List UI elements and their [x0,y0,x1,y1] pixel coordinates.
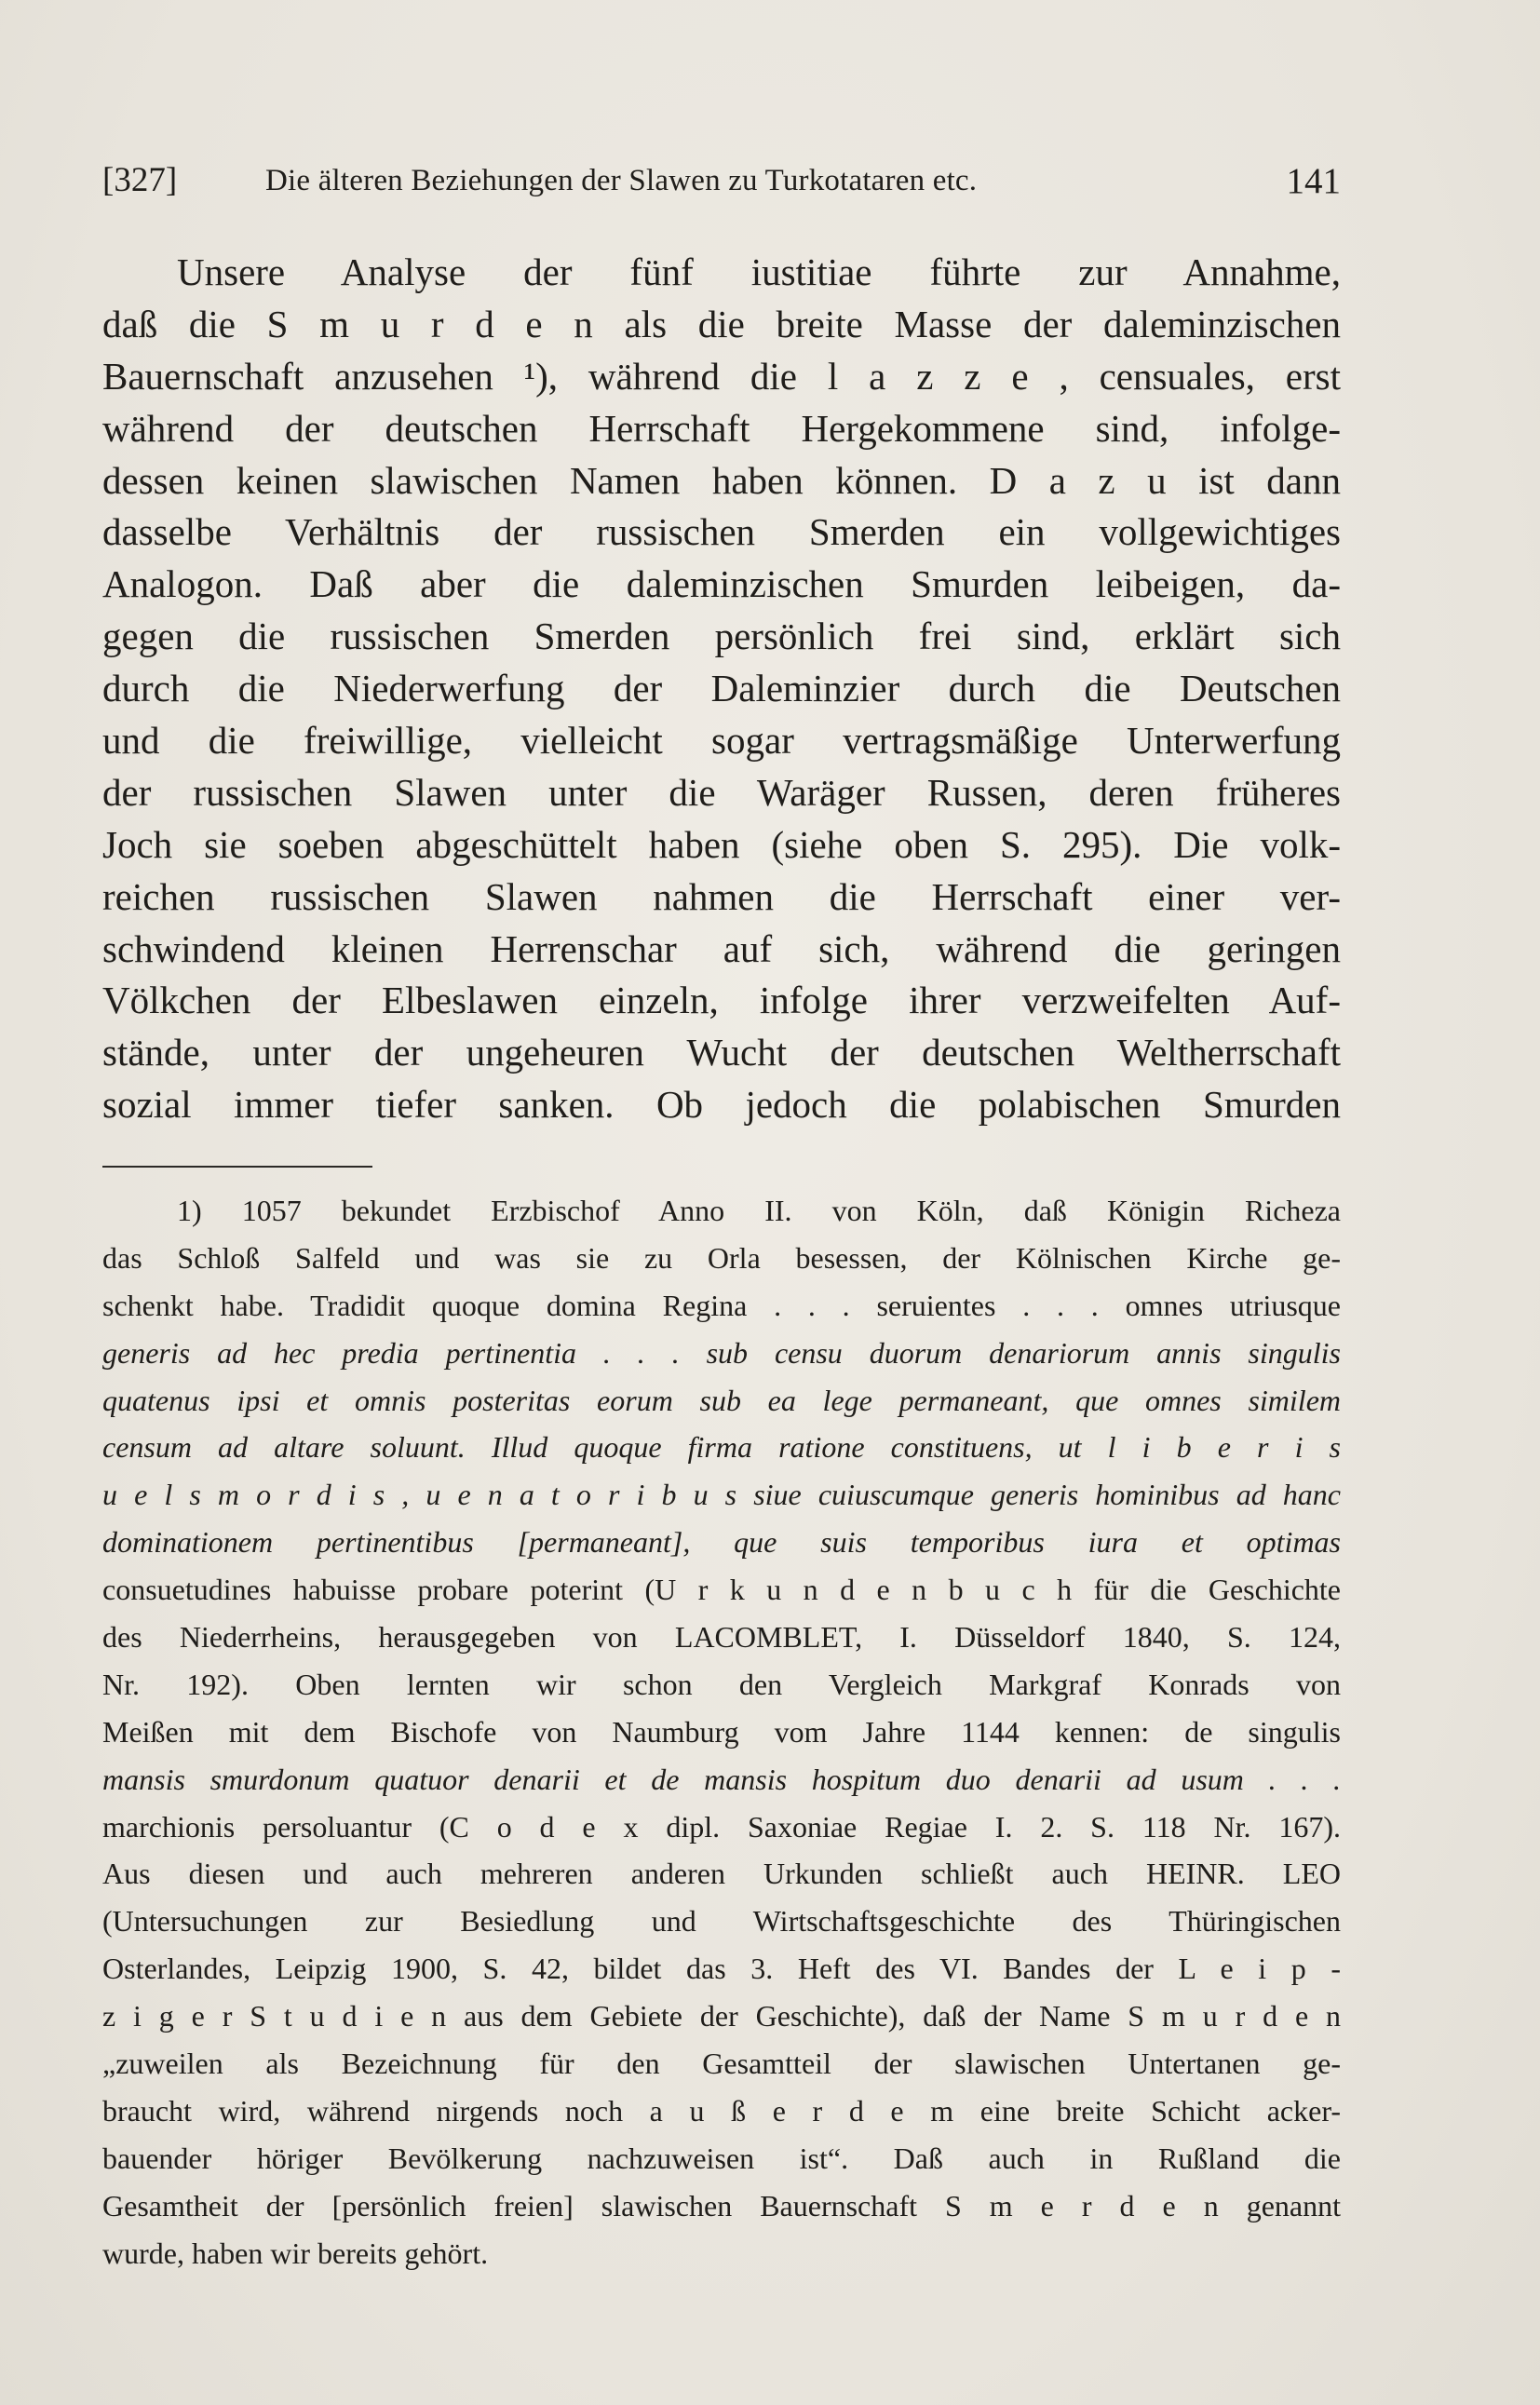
running-title: Die älteren Beziehungen der Slawen zu Turkotataren etc. [265,164,978,197]
footnote-line: braucht wird, während nirgends noch a u ß e r d e m eine breite Schicht acker- [102,2093,1341,2128]
footnote-line: Aus diesen und auch mehreren anderen Urkunden schließt auch HEINR. LEO [102,1857,1341,1891]
body-line: schwindend kleinen Herrenschar auf sich, während die geringen [102,926,1341,970]
body-line: Völkchen der Elbeslawen einzeln, infolge ihrer verzweifelten Auf- [102,979,1341,1022]
main-paragraph [102,247,1341,1131]
footnote-line: wurde, haben wir bereits gehört. [102,2236,489,2270]
footnote-divider [102,1166,372,1168]
body-line: dasselbe Verhältnis der russischen Smerden ein vollgewichtiges [102,510,1341,554]
footnote-line: marchionis persoluantur (C o d e x dipl. Saxoniae Regiae I. 2. S. 118 Nr. 167). [102,1809,1341,1844]
footnote-line: des Niederrheins, herausgegeben von LACOMBLET, I. Düsseldorf 1840, S. 124, [102,1620,1341,1655]
footnote-line: (Untersuchungen zur Besiedlung und Wirtschaftsgeschichte des Thüringischen [102,1904,1341,1939]
body-line: und die freiwillige, vielleicht sogar vertragsmäßige Unterwerfung [102,719,1341,763]
footnote-line: 1) 1057 bekundet Erzbischof Anno II. von Köln, daß Königin Richeza [177,1194,1341,1227]
footnote-line: censum ad altare soluunt. Illud quoque firma ratione constituens, ut l i b e r i s [102,1430,1341,1465]
footnote-line: u e l s m o r d i s , u e n a t o r i b u s siue cuiuscumque generis hominibus ad hanc [102,1478,1341,1512]
footnote-line: dominationem pertinentibus [permaneant], que suis temporibus iura et optimas [102,1525,1341,1560]
body-line: sozial immer tiefer sanken. Ob jedoch die polabischen Smurden [102,1083,1341,1127]
footnote-line: Osterlandes, Leipzig 1900, S. 42, bildet das 3. Heft des VI. Bandes der L e i p - [102,1952,1341,1986]
body-line: der russischen Slawen unter die Waräger Russen, deren früheres [102,770,1341,814]
footnote [102,1187,1341,2277]
footnote-line: generis ad hec predia pertinentia . . . sub censu duorum denariorum annis singulis [102,1335,1341,1370]
footnote-line: das Schloß Salfeld und was sie zu Orla besessen, der Kölnischen Kirche ge- [102,1240,1341,1275]
body-line: Analogon. Daß aber die daleminzischen Smurden leibeigen, da- [102,562,1341,606]
body-line: daß die S m u r d e n als die breite Masse der daleminzischen [102,302,1341,345]
body-line: dessen keinen slawischen Namen haben können. D a z u ist dann [102,458,1341,502]
footnote-line: z i g e r S t u d i e n aus dem Gebiete der Geschichte), daß der Name S m u r d e n [102,1999,1341,2033]
footnote-line: Gesamtheit der [persönlich freien] slawischen Bauernschaft S m e r d e n genannt [102,2188,1341,2223]
footnote-line: Nr. 192). Oben lernten wir schon den Vergleich Markgraf Konrads von [102,1667,1341,1701]
footnote-line: bauender höriger Bevölkerung nachzuweisen ist“. Daß auch in Rußland die [102,2141,1341,2175]
footnote-line: mansis smurdonum quatuor denarii et de mansis hospitum duo denarii ad usum . . . [102,1762,1341,1796]
footnote-line: Meißen mit dem Bischofe von Naumburg vom Jahre 1144 kennen: de singulis [102,1714,1341,1749]
footnote-line: consuetudines habuisse probare poterint (U r k u n d e n b u c h für die Geschichte [102,1573,1341,1607]
footnote-line: schenkt habe. Tradidit quoque domina Regina . . . seruientes . . . omnes utriusque [102,1288,1341,1322]
body-line: während der deutschen Herrschaft Hergekommene sind, infolge- [102,406,1341,450]
page-reference: [327] [102,161,178,199]
page-header [102,160,1341,216]
body-line: Bauernschaft anzusehen ¹), während die l a z z e , censuales, erst [102,354,1341,398]
body-line: gegen die russischen Smerden persönlich frei sind, erklärt sich [102,615,1341,658]
body-line: Joch sie soeben abgeschüttelt haben (siehe oben S. 295). Die volk- [102,822,1341,866]
footnote-line: „zuweilen als Bezeichnung für den Gesamtteil der slawischen Untertanen ge- [102,2047,1341,2081]
body-line: Unsere Analyse der fünf iustitiae führte zur Annahme, [177,250,1341,293]
body-line: reichen russischen Slawen nahmen die Herrschaft einer ver- [102,874,1341,918]
page-number: 141 [1286,161,1341,201]
footnote-line: quatenus ipsi et omnis posteritas eorum sub ea lege permaneant, que omnes similem [102,1383,1341,1417]
body-line: durch die Niederwerfung der Daleminzier durch die Deutschen [102,667,1341,710]
body-line: stände, unter der ungeheuren Wucht der deutschen Weltherrschaft [102,1031,1341,1074]
